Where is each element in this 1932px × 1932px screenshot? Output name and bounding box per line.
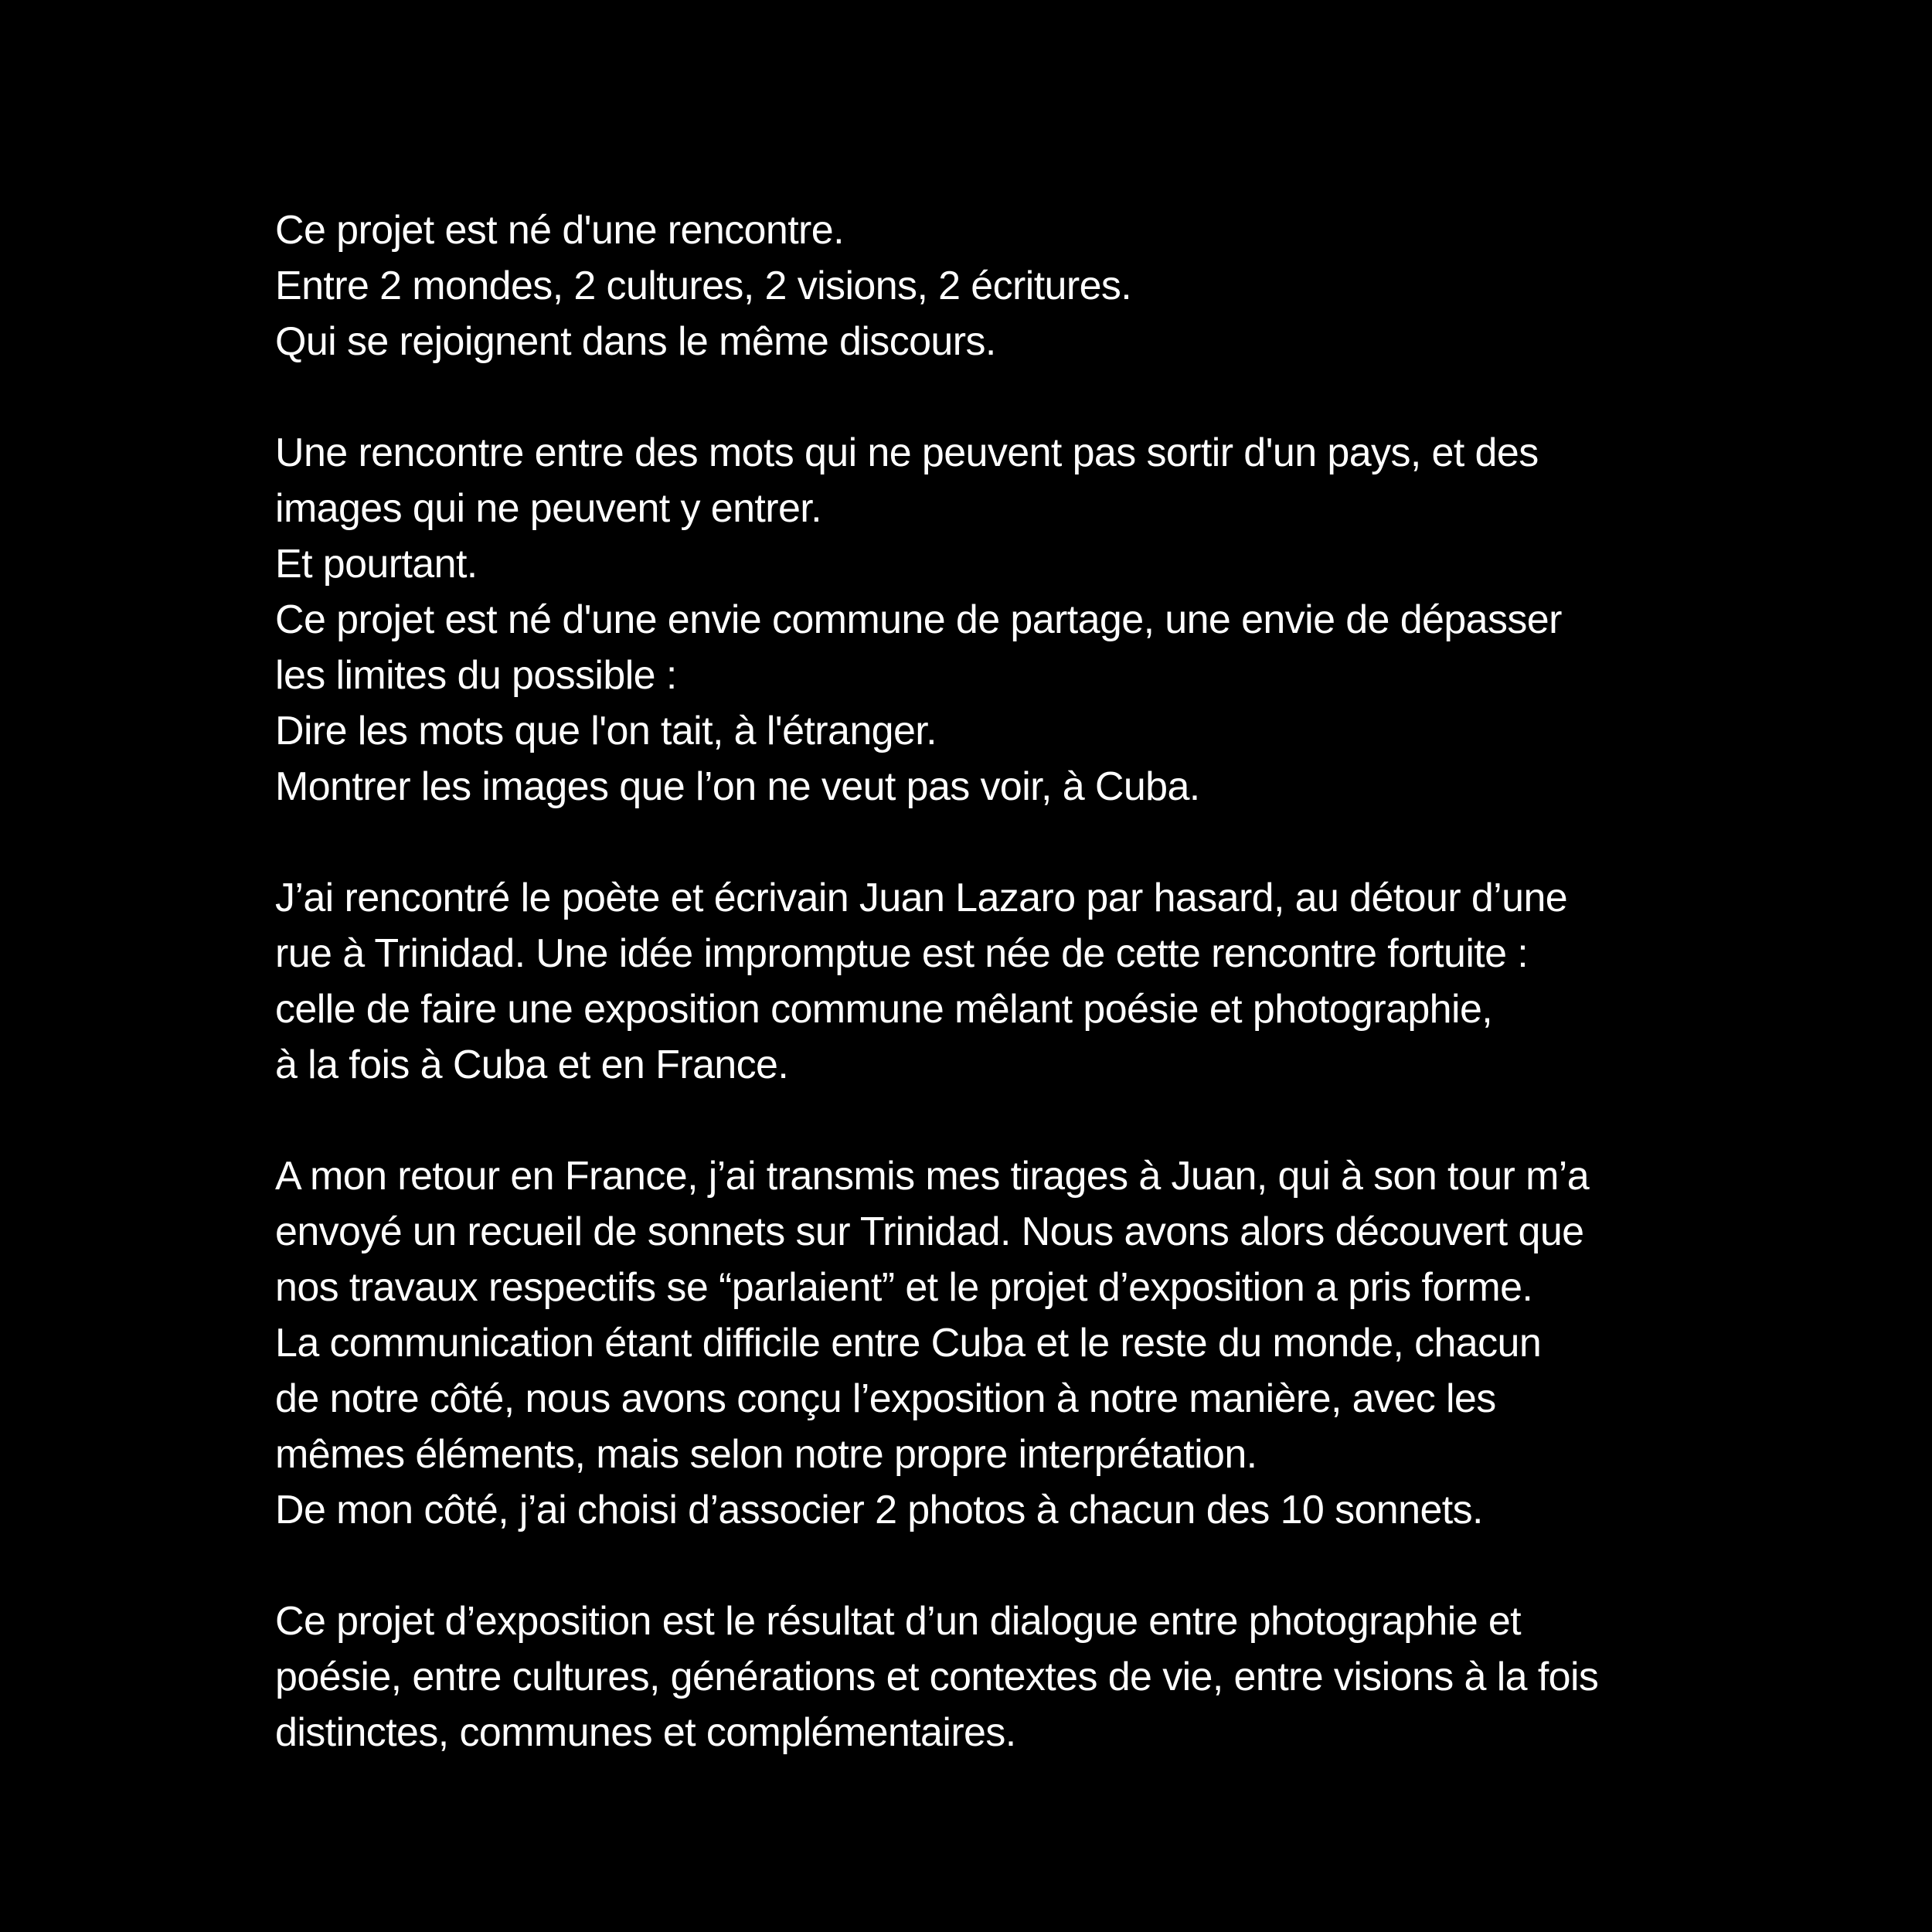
text-line: les limites du possible : bbox=[275, 653, 677, 698]
text-line: Ce projet est né d'une rencontre. bbox=[275, 208, 844, 253]
paragraph-conclusion bbox=[275, 1594, 1898, 1760]
paragraph-meeting bbox=[275, 425, 1898, 815]
text-line: Une rencontre entre des mots qui ne peuvent pas sortir d'un pays, et des bbox=[275, 430, 1539, 475]
text-line: envoyé un recueil de sonnets sur Trinidad. Nous avons alors découvert que bbox=[275, 1209, 1584, 1254]
text-line: rue à Trinidad. Une idée impromptue est née de cette rencontre fortuite : bbox=[275, 931, 1529, 976]
text-line: Ce projet d’exposition est le résultat d’un dialogue entre photographie et bbox=[275, 1599, 1522, 1644]
text-line: Dire les mots que l'on tait, à l'étranger. bbox=[275, 709, 937, 753]
text-line: La communication étant difficile entre Cuba et le reste du monde, chacun bbox=[275, 1321, 1542, 1366]
text-line: de notre côté, nous avons conçu l’exposition à notre manière, avec les bbox=[275, 1376, 1496, 1421]
text-line: images qui ne peuvent y entrer. bbox=[275, 486, 821, 531]
text-line: Entre 2 mondes, 2 cultures, 2 visions, 2 écritures. bbox=[275, 264, 1132, 308]
text-line: Montrer les images que l’on ne veut pas voir, à Cuba. bbox=[275, 764, 1200, 809]
project-statement bbox=[275, 202, 1898, 1760]
text-line: nos travaux respectifs se “parlaient” et le projet d’exposition a pris forme. bbox=[275, 1265, 1533, 1310]
text-line: J’ai rencontré le poète et écrivain Juan Lazaro par hasard, au détour d’une bbox=[275, 876, 1568, 920]
text-line: Et pourtant. bbox=[275, 542, 478, 587]
text-line: distinctes, communes et complémentaires. bbox=[275, 1710, 1016, 1755]
text-line: mêmes éléments, mais selon notre propre interprétation. bbox=[275, 1432, 1257, 1477]
text-line: poésie, entre cultures, générations et contextes de vie, entre visions à la fois bbox=[275, 1655, 1599, 1699]
paragraph-intro bbox=[275, 202, 1898, 369]
text-line: à la fois à Cuba et en France. bbox=[275, 1043, 789, 1087]
paragraph-origin bbox=[275, 870, 1898, 1093]
text-line: A mon retour en France, j’ai transmis mes tirages à Juan, qui à son tour m’a bbox=[275, 1154, 1590, 1199]
text-line: Ce projet est né d'une envie commune de partage, une envie de dépasser bbox=[275, 597, 1562, 642]
text-line: Qui se rejoignent dans le même discours. bbox=[275, 319, 996, 364]
text-line: De mon côté, j’ai choisi d’associer 2 photos à chacun des 10 sonnets. bbox=[275, 1488, 1483, 1532]
paragraph-process bbox=[275, 1148, 1898, 1538]
text-line: celle de faire une exposition commune mêlant poésie et photographie, bbox=[275, 987, 1493, 1032]
